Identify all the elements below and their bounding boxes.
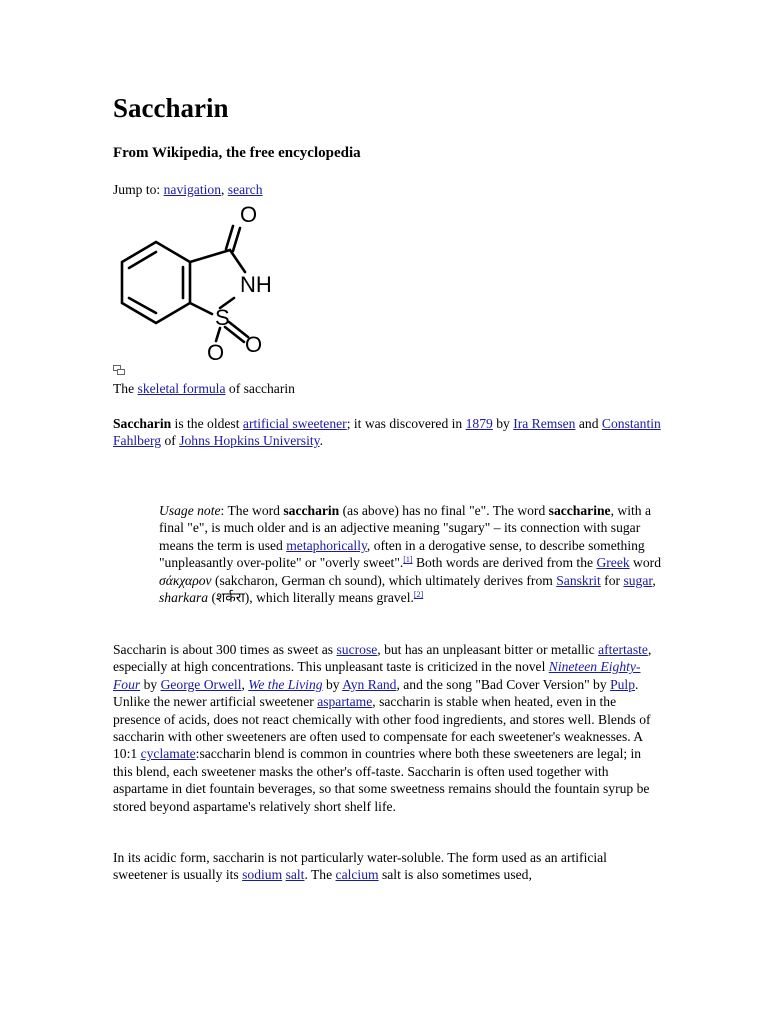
atom-nh: NH (240, 272, 272, 297)
text: , with a final "e", is much older and is an adjective meaning "sugary" – its connection with sugar means the term is used (159, 503, 651, 553)
caption-text: of saccharin (225, 381, 295, 396)
george-orwell-link[interactable]: George Orwell (160, 676, 242, 692)
greek-link[interactable]: Greek (596, 555, 630, 571)
ira-remsen-link[interactable]: Ira Remsen (513, 416, 576, 431)
jump-prefix: Jump to: (113, 182, 164, 197)
text: . The (304, 867, 336, 883)
aftertaste-link[interactable]: aftertaste (598, 642, 648, 657)
navigation-link[interactable]: navigation (163, 182, 221, 197)
solubility-paragraph (113, 849, 658, 884)
cyclamate-link[interactable]: cyclamate (140, 746, 196, 762)
text: Both words are derived from the (412, 555, 597, 571)
johns-hopkins-link[interactable]: Johns Hopkins University (179, 433, 320, 449)
sanskrit-link[interactable]: Sanskrit (556, 572, 601, 588)
text: , and the song "Bad Cover Version" by (396, 676, 611, 692)
text: In its acidic form, saccharin is not particularly water-soluble. The form used as an artificial sweetener is usually its (113, 850, 607, 883)
text: and (575, 416, 602, 431)
atom-o-left: O (207, 340, 225, 365)
text: salt is also sometimes used, (378, 867, 532, 883)
text: by (492, 416, 514, 431)
text: for (600, 572, 624, 588)
text: by (322, 676, 343, 692)
jump-links (113, 181, 263, 198)
text: Saccharin is about 300 times as sweet as (113, 642, 337, 657)
atom-s: S (215, 305, 230, 330)
intro-paragraph (113, 415, 661, 450)
we-the-living-link[interactable]: We the Living (248, 676, 323, 692)
reference-2-link[interactable]: [2] (413, 590, 424, 600)
tagline: From Wikipedia, the free encyclopedia (113, 145, 361, 161)
skeletal-formula-link[interactable]: skeletal formula (137, 381, 226, 396)
text: , but has an unpleasant bitter or metallic (377, 642, 599, 657)
text: , (652, 572, 656, 588)
sodium-link[interactable]: sodium (242, 867, 283, 883)
taste-paragraph (113, 641, 658, 815)
text: of (161, 433, 180, 449)
bold-term: saccharin (283, 503, 340, 518)
artificial-sweetener-link[interactable]: artificial sweetener (242, 416, 347, 431)
text: , saccharin is stable when heated, even in the presence of acids, does not react chemically with other food ingredients, and stores well. Blends of saccharin with other sweeteners are often used to compensate for each sweetener's weaknesses. A 10:1 (113, 694, 651, 762)
sanskrit-word: sharkara (159, 590, 209, 606)
image-caption (113, 380, 295, 397)
page-title: Saccharin (113, 93, 229, 123)
year-1879-link[interactable]: 1879 (465, 416, 493, 431)
nineteen-eighty-four-link[interactable]: Nineteen Eighty-Four (113, 659, 641, 692)
aspartame-link[interactable]: aspartame (317, 694, 373, 710)
ayn-rand-link[interactable]: Ayn Rand (342, 676, 397, 692)
reference-1-link[interactable]: [1] (403, 555, 413, 565)
text: (sakcharon, German ch sound), which ultimately derives from (211, 572, 557, 588)
bold-term: Saccharin (113, 416, 172, 431)
caption-text: The (113, 381, 138, 396)
text: . Unlike the newer artificial sweetener (113, 676, 639, 710)
text: ; it was discovered in (346, 416, 466, 431)
text: by (140, 676, 161, 692)
enlarge-icon[interactable] (113, 365, 125, 375)
text: (शर्करा), which literally means gravel. (208, 590, 414, 606)
text: , often in a derogative sense, to describe something "unpleasantly over-polite" or "overly sweet". (159, 537, 645, 571)
text: , (241, 676, 249, 692)
text: . (319, 433, 323, 449)
saccharin-structure-image[interactable] (112, 200, 282, 365)
jump-separator: , (221, 182, 228, 197)
pulp-link[interactable]: Pulp (610, 676, 635, 692)
sucrose-link[interactable]: sucrose (336, 642, 378, 657)
atom-o-top: O (240, 202, 258, 227)
metaphorically-link[interactable]: metaphorically (286, 537, 367, 553)
text: , especially at high concentrations. This unpleasant taste is criticized in the novel (113, 642, 652, 675)
italic-label: Usage note (159, 503, 221, 518)
search-link[interactable]: search (227, 182, 263, 197)
text: word (629, 555, 661, 571)
text: is the oldest (171, 416, 243, 431)
atom-o-right: O (245, 332, 263, 357)
constantin-fahlberg-link[interactable]: Constantin Fahlberg (113, 416, 661, 449)
sugar-link[interactable]: sugar (623, 572, 653, 588)
text: (as above) has no final "e". The word (339, 503, 549, 518)
text: :saccharin blend is common in countries where both these sweeteners are legal; in this blend, each sweetener masks the other's off-taste. Saccharin is often used together with aspartame in diet fountain beverages, so that some sweetness remains should the fountain syrup be stored beyond aspartame's relatively short shelf life. (113, 746, 650, 814)
usage-note (159, 502, 667, 606)
salt-link[interactable]: salt (285, 867, 305, 883)
greek-word: σάκχαρον (159, 572, 212, 588)
text: : The word (220, 503, 284, 518)
bold-term: saccharine (548, 503, 611, 518)
calcium-link[interactable]: calcium (335, 867, 379, 883)
